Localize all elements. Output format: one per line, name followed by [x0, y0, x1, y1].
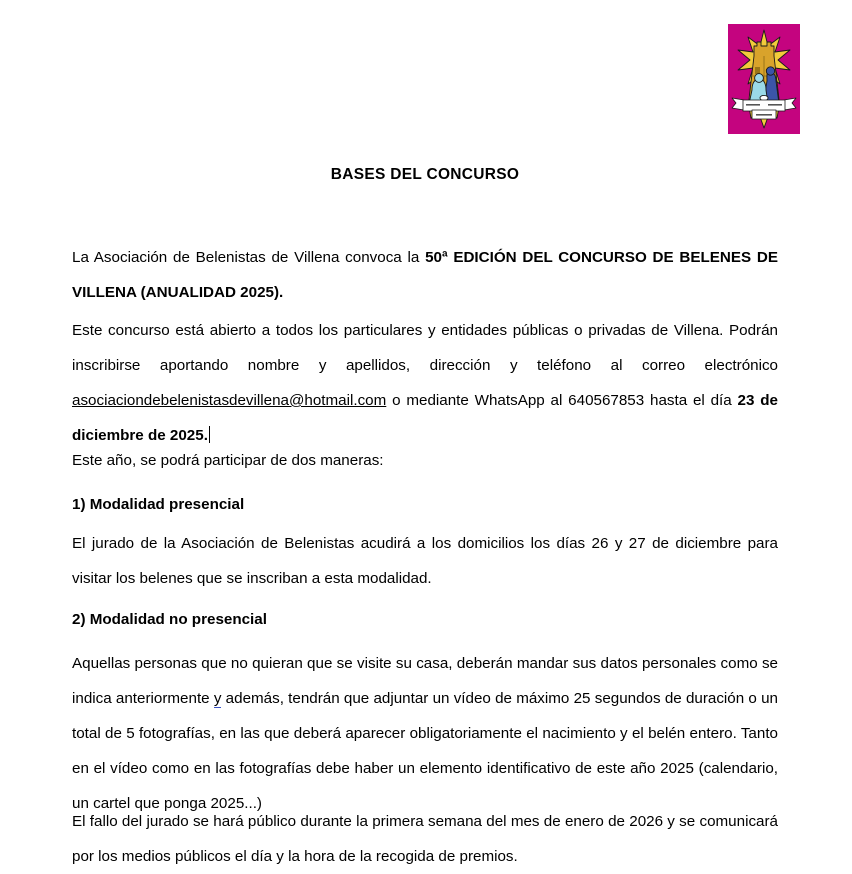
no-presencial-part1: Aquellas personas que no quieran que se visite su casa, deberán mandar sus datos personales como se indica anteriormente	[72, 655, 778, 707]
text-cursor	[209, 426, 210, 443]
intro-edition-bold: 50ª EDICIÓN DEL CONCURSO DE BELENES DE VILLENA (ANUALIDAD 2025).	[72, 249, 778, 301]
paragraph-fallo-jurado: El fallo del jurado se hará público durante la primera semana del mes de enero de 2026 y se comunicará por los medios públicos el día y la hora de la recogida de premios.	[72, 813, 778, 865]
inscripcion-text-part1: Este concurso está abierto a todos los particulares y entidades públicas o privadas de Villena. Podrán inscribirse aportando nombre y apellidos, dirección y teléfono al correo electrónico	[72, 322, 778, 374]
heading-modalidad-no-presencial: 2) Modalidad no presencial	[72, 611, 267, 628]
paragraph-jurado-visitas: El jurado de la Asociación de Belenistas acudirá a los domicilios los días 26 y 27 de diciembre para visitar los belenes que se inscriban a esta modalidad.	[72, 535, 778, 587]
grammar-flagged-word[interactable]: y	[213, 690, 222, 707]
no-presencial-part2: además, tendrán que adjuntar un vídeo de máximo 25 segundos de duración o un total de 5 fotografías, en las que deberá aparecer obligatoriamente el nacimiento y el belén entero. Tanto en el vídeo como en las fotografías debe haber un elemento identificativo de este año 2025 (calendario, un cartel que ponga 2025...)	[72, 690, 779, 812]
paragraph-inscripcion	[72, 313, 778, 453]
paragraph-no-presencial	[72, 646, 778, 821]
paragraph-modalidades-intro: Este año, se podrá participar de dos maneras:	[72, 452, 384, 469]
deadline-date-bold: 23 de diciembre de 2025.	[72, 392, 778, 444]
page-title: BASES DEL CONCURSO	[330, 166, 520, 183]
contact-email-link[interactable]: asociaciondebelenistasdevillena@hotmail.com	[72, 392, 387, 409]
organization-logo	[728, 24, 800, 134]
intro-lead-text: La Asociación de Belenistas de Villena convoca la	[72, 249, 426, 266]
belenistas-villena-emblem-icon	[728, 24, 800, 134]
heading-modalidad-presencial: 1) Modalidad presencial	[72, 496, 245, 513]
paragraph-intro	[72, 240, 778, 310]
inscripcion-text-part2: o mediante WhatsApp al 640567853 hasta el día	[386, 392, 738, 409]
